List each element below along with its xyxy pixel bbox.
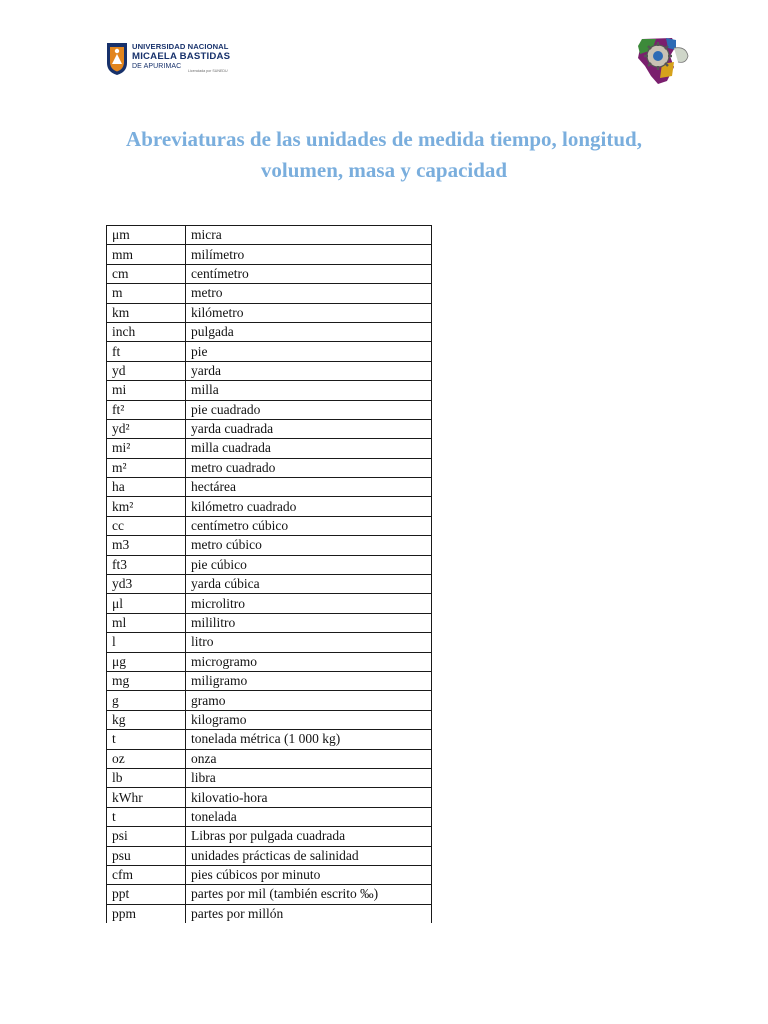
table-row — [107, 555, 432, 574]
unit-name-cell: microgramo — [186, 652, 432, 671]
table-row — [107, 458, 432, 477]
unit-name-cell: pies cúbicos por minuto — [186, 865, 432, 884]
unit-abbreviation-cell: g — [107, 691, 186, 710]
unit-name-cell: micra — [186, 226, 432, 245]
table-row — [107, 478, 432, 497]
unit-name-cell: pie cuadrado — [186, 400, 432, 419]
unit-abbreviation-cell: ft — [107, 342, 186, 361]
abbreviations-table — [106, 225, 432, 923]
faculty-seal-icon — [636, 36, 690, 86]
unit-name-cell: kilogramo — [186, 710, 432, 729]
table-row — [107, 710, 432, 729]
unit-abbreviation-cell: μl — [107, 594, 186, 613]
unit-name-cell: yarda cuadrada — [186, 419, 432, 438]
unit-name-cell: onza — [186, 749, 432, 768]
logo-line-3: DE APURIMAC — [132, 63, 182, 71]
document-title: Abreviaturas de las unidades de medida tiempo, longitud, volumen, masa y capacidad — [126, 127, 642, 182]
unit-abbreviation-cell: ml — [107, 613, 186, 632]
table-row — [107, 284, 432, 303]
table-row — [107, 245, 432, 264]
unit-abbreviation-cell: μm — [107, 226, 186, 245]
unit-name-cell: gramo — [186, 691, 432, 710]
table-row — [107, 807, 432, 826]
logo-accreditation: Licenciada por SUNEDU — [188, 69, 228, 73]
unit-abbreviation-cell: ppt — [107, 885, 186, 904]
table-row — [107, 671, 432, 690]
unit-name-cell: microlitro — [186, 594, 432, 613]
unit-abbreviation-cell: ft3 — [107, 555, 186, 574]
unit-abbreviation-cell: yd² — [107, 419, 186, 438]
unit-name-cell: tonelada — [186, 807, 432, 826]
unit-abbreviation-cell: lb — [107, 768, 186, 787]
unit-abbreviation-cell: mi² — [107, 439, 186, 458]
university-logo — [106, 42, 236, 80]
table-row — [107, 536, 432, 555]
unit-abbreviation-cell: cm — [107, 264, 186, 283]
table-row — [107, 613, 432, 632]
unit-name-cell: metro cúbico — [186, 536, 432, 555]
unit-abbreviation-cell: cc — [107, 516, 186, 535]
unit-name-cell: litro — [186, 633, 432, 652]
unit-abbreviation-cell: mi — [107, 381, 186, 400]
unit-abbreviation-cell: m² — [107, 458, 186, 477]
university-logo-text — [132, 42, 236, 73]
unit-name-cell: yarda cúbica — [186, 575, 432, 594]
table-row — [107, 768, 432, 787]
table-row — [107, 749, 432, 768]
unit-name-cell: partes por mil (también escrito ‰) — [186, 885, 432, 904]
table-row — [107, 516, 432, 535]
unit-name-cell: unidades prácticas de salinidad — [186, 846, 432, 865]
table-row — [107, 788, 432, 807]
unit-name-cell: centímetro — [186, 264, 432, 283]
unit-abbreviation-cell: m — [107, 284, 186, 303]
unit-name-cell: pie cúbico — [186, 555, 432, 574]
table-row — [107, 342, 432, 361]
unit-name-cell: milímetro — [186, 245, 432, 264]
table-row — [107, 361, 432, 380]
unit-name-cell: mililitro — [186, 613, 432, 632]
unit-abbreviation-cell: ppm — [107, 904, 186, 923]
logo-line-1: UNIVERSIDAD NACIONAL — [132, 42, 229, 51]
table-row — [107, 226, 432, 245]
unit-name-cell: milla cuadrada — [186, 439, 432, 458]
unit-name-cell: partes por millón — [186, 904, 432, 923]
unit-abbreviation-cell: t — [107, 730, 186, 749]
unit-abbreviation-cell: kg — [107, 710, 186, 729]
unit-abbreviation-cell: m3 — [107, 536, 186, 555]
table-row — [107, 439, 432, 458]
unit-name-cell: Libras por pulgada cuadrada — [186, 827, 432, 846]
table-row — [107, 381, 432, 400]
table-row — [107, 322, 432, 341]
unit-abbreviation-cell: psu — [107, 846, 186, 865]
table-row — [107, 303, 432, 322]
unit-abbreviation-cell: yd3 — [107, 575, 186, 594]
table-row — [107, 846, 432, 865]
unit-name-cell: tonelada métrica (1 000 kg) — [186, 730, 432, 749]
table-row — [107, 264, 432, 283]
unit-name-cell: kilovatio-hora — [186, 788, 432, 807]
unit-abbreviation-cell: ha — [107, 478, 186, 497]
unit-name-cell: centímetro cúbico — [186, 516, 432, 535]
unit-name-cell: hectárea — [186, 478, 432, 497]
unit-abbreviation-cell: cfm — [107, 865, 186, 884]
unit-name-cell: pie — [186, 342, 432, 361]
table-row — [107, 652, 432, 671]
unit-name-cell: milla — [186, 381, 432, 400]
unit-abbreviation-cell: mm — [107, 245, 186, 264]
unit-name-cell: yarda — [186, 361, 432, 380]
table-row — [107, 904, 432, 923]
unit-name-cell: metro — [186, 284, 432, 303]
unit-abbreviation-cell: psi — [107, 827, 186, 846]
table-row — [107, 497, 432, 516]
table-row — [107, 400, 432, 419]
table-row — [107, 865, 432, 884]
table-row — [107, 594, 432, 613]
table-row — [107, 691, 432, 710]
logo-line-2: MICAELA BASTIDAS — [132, 50, 231, 62]
unit-name-cell: kilómetro — [186, 303, 432, 322]
unit-abbreviation-cell: km — [107, 303, 186, 322]
unit-abbreviation-cell: l — [107, 633, 186, 652]
unit-abbreviation-cell: μg — [107, 652, 186, 671]
unit-name-cell: miligramo — [186, 671, 432, 690]
table-row — [107, 419, 432, 438]
abbreviations-table-body — [107, 226, 432, 924]
university-crest-icon — [106, 42, 128, 76]
unit-abbreviation-cell: mg — [107, 671, 186, 690]
table-row — [107, 885, 432, 904]
unit-abbreviation-cell: oz — [107, 749, 186, 768]
table-row — [107, 730, 432, 749]
unit-abbreviation-cell: t — [107, 807, 186, 826]
unit-abbreviation-cell: km² — [107, 497, 186, 516]
unit-abbreviation-cell: inch — [107, 322, 186, 341]
table-row — [107, 575, 432, 594]
unit-name-cell: metro cuadrado — [186, 458, 432, 477]
table-row — [107, 827, 432, 846]
unit-abbreviation-cell: kWhr — [107, 788, 186, 807]
table-row — [107, 633, 432, 652]
unit-name-cell: pulgada — [186, 322, 432, 341]
unit-abbreviation-cell: ft² — [107, 400, 186, 419]
unit-name-cell: kilómetro cuadrado — [186, 497, 432, 516]
unit-name-cell: libra — [186, 768, 432, 787]
unit-abbreviation-cell: yd — [107, 361, 186, 380]
